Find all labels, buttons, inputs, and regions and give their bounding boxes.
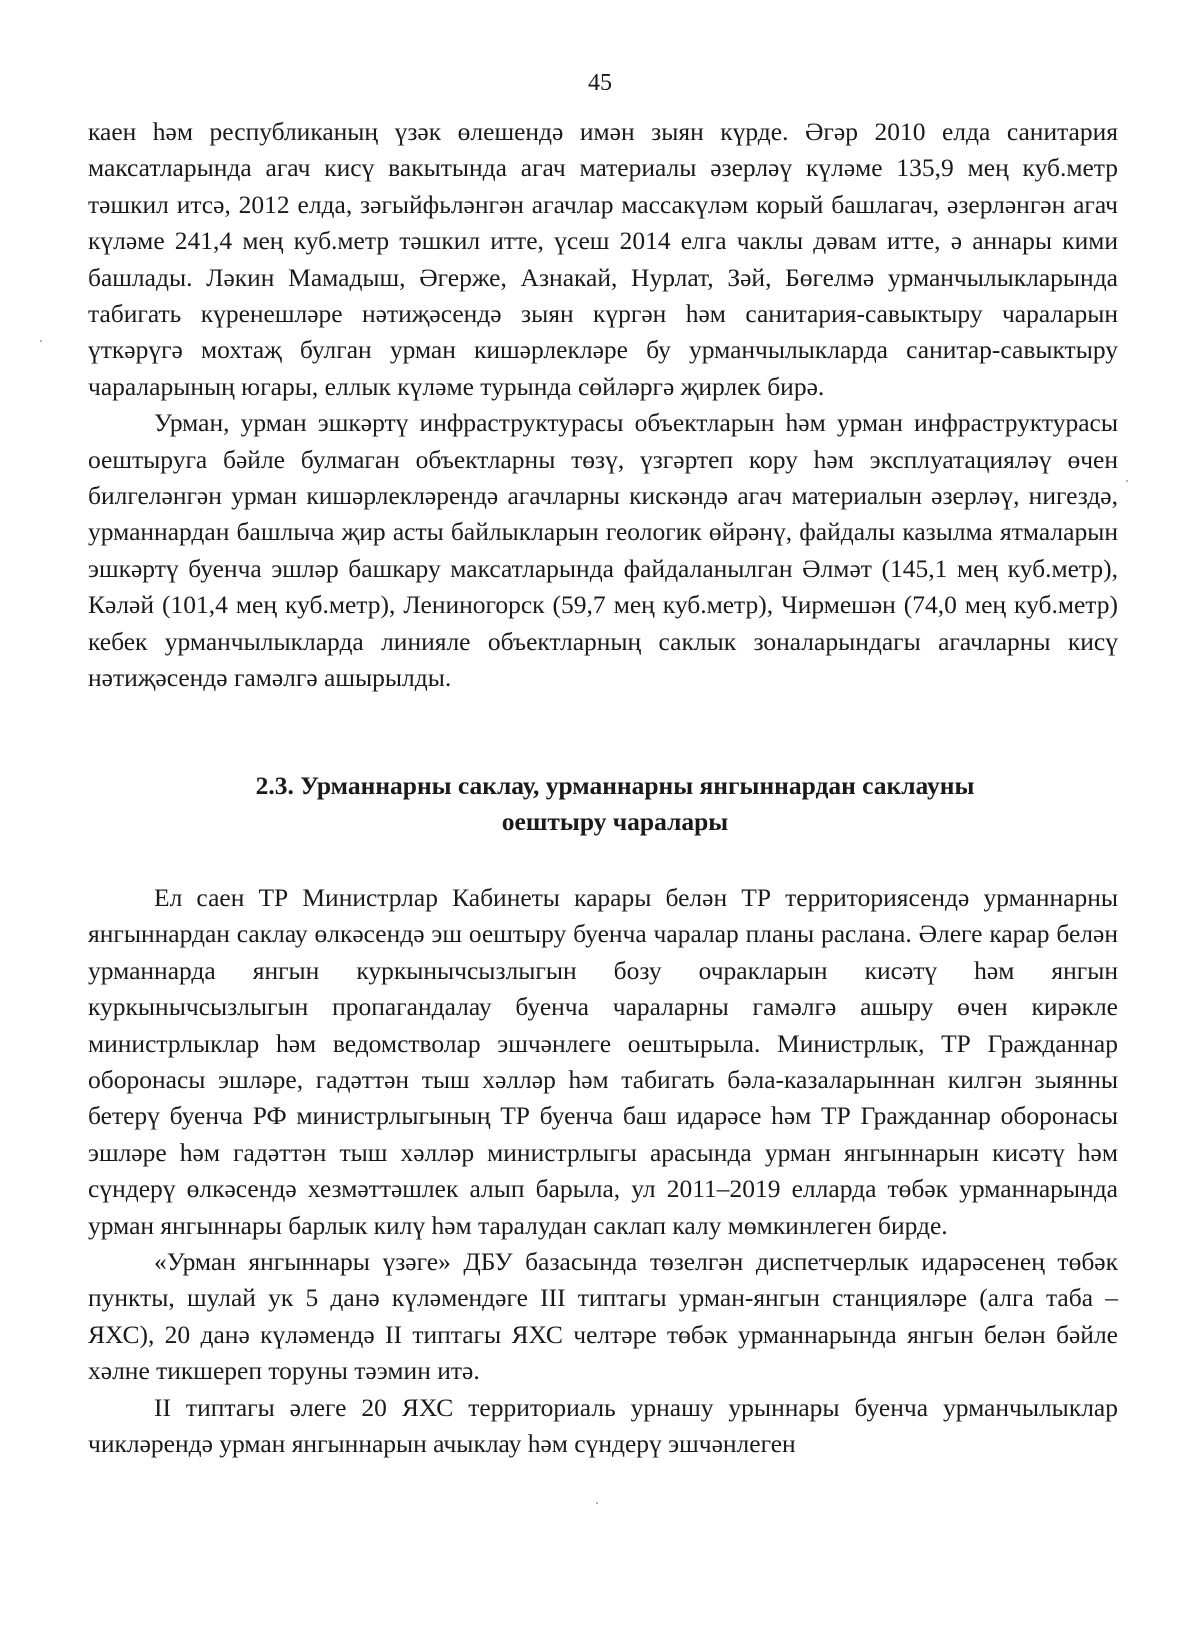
paragraph: Ел саен ТР Министрлар Кабинеты карары белән ТР территориясендә урманнарны янгыннардан саклау өлкәсендә эш оештыру буенча чаралар планы раслана. Әлеге карар белән урманнарда янгын куркынычсызлыгын бозу очракларын кисәтү һәм янгын куркынычсызлыгын пропагандалау буенча чараларны гамәлгә ашыру өчен кирәкле министрлыклар һәм ведомстволар эшчәнлеге оештырыла. Министрлык, ТР Гражданнар оборонасы эшләре, гадәттән тыш хәлләр һәм табигать бәла-казаларыннан килгән зыянны бетерү буенча РФ министрлыгының ТР буенча баш идарәсе һәм ТР Гражданнар оборонасы эшләре һәм гадәттән тыш хәлләр министрлыгы арасында урман янгыннарын кисәтү һәм сүндерү өлкәсендә хезмәттәшлек алып барыла, ул 2011–2019 елларда төбәк урманнарында урман янгыннары барлык килү һәм таралудан саклап калу мөмкинлеген бирде. [88,883,1118,1240]
scan-artifact-dot [596,1502,598,1504]
section-heading-line: 2.3. Урманнарны саклау, урманнарны янгыннардан саклауны [255,771,975,800]
paragraph: Урман, урман эшкәртү инфраструктурасы объектларын һәм урман инфраструктурасы оештыруга бәйле булмаган объектларны төзү, үзгәртеп кору һәм эксплуатацияләү өчен билгеләнгән урман кишәрлекләрендә агачларны кискәндә агач материалын әзерләү, нигездә, урманнардан башлыча җир асты байлыкларын геологик өйрәнү, файдалы казылма ятмаларын эшкәртү буенча эшләр башкару максатларында файдаланылган Әлмәт (145,1 мең куб.метр), Кәләй (101,4 мең куб.метр), Лениногорск (59,7 мең куб.метр), Чирмешән (74,0 мең куб.метр) кебек урманчылыкларда линияле объектларның саклык зоналарындагы агачларны кисү нәтиҗәсендә гамәлгә ашырылды. [88,408,1118,693]
page-number: 45 [588,70,612,96]
scan-artifact-dot [40,340,42,342]
scan-artifact-dot [1126,480,1128,482]
paragraph: «Урман янгыннары үзәге» ДБУ базасында төзелгән диспетчерлык идарәсенең төбәк пункты, шулай ук 5 данә күләмендәге III типтагы урман-янгын станцияләре (алга таба – ЯХС), 20 данә күләмендә II типтагы ЯХС челтәре төбәк урманнарында янгын белән бәйле хәлне тикшереп торуны тәэмин итә. [88,1247,1118,1386]
paragraph: каен һәм республиканың үзәк өлешендә имән зыян күрде. Әгәр 2010 елда санитария максатларында агач кисү вакытында агач материалы әзерләү күләме 135,9 мең куб.метр тәшкил итсә, 2012 елда, зәгыйфьләнгән агачлар массакүләм корый башлагач, әзерләнгән агач күләме 241,4 мең куб.метр тәшкил итте, үсеш 2014 елга чаклы дәвам итте, ә аннары кими башлады. Ләкин Мамадыш, Әгерже, Азнакай, Нурлат, Зәй, Бөгелмә урманчылыкларында табигать күренешләре нәтиҗәсендә зыян күргән һәм санитария-савыктыру чараларын үткәрүгә мохтаҗ булган урман кишәрлекләре бу урманчылыкларда санитар-савыктыру чараларының югары, еллык күләме турында сөйләргә җирлек бирә. [88,117,1118,401]
section-heading [150,768,1080,840]
paragraph: II типтагы әлеге 20 ЯХС территориаль урнашу урыннары буенча урманчылыклар чикләрендә урман янгыннарын ачыклау һәм сүндерү эшчәнлеген [88,1392,1118,1459]
section-heading-line: оештыру чаралары [501,807,729,836]
section-body-2 [88,880,1118,1463]
section-body-1 [88,114,1118,697]
